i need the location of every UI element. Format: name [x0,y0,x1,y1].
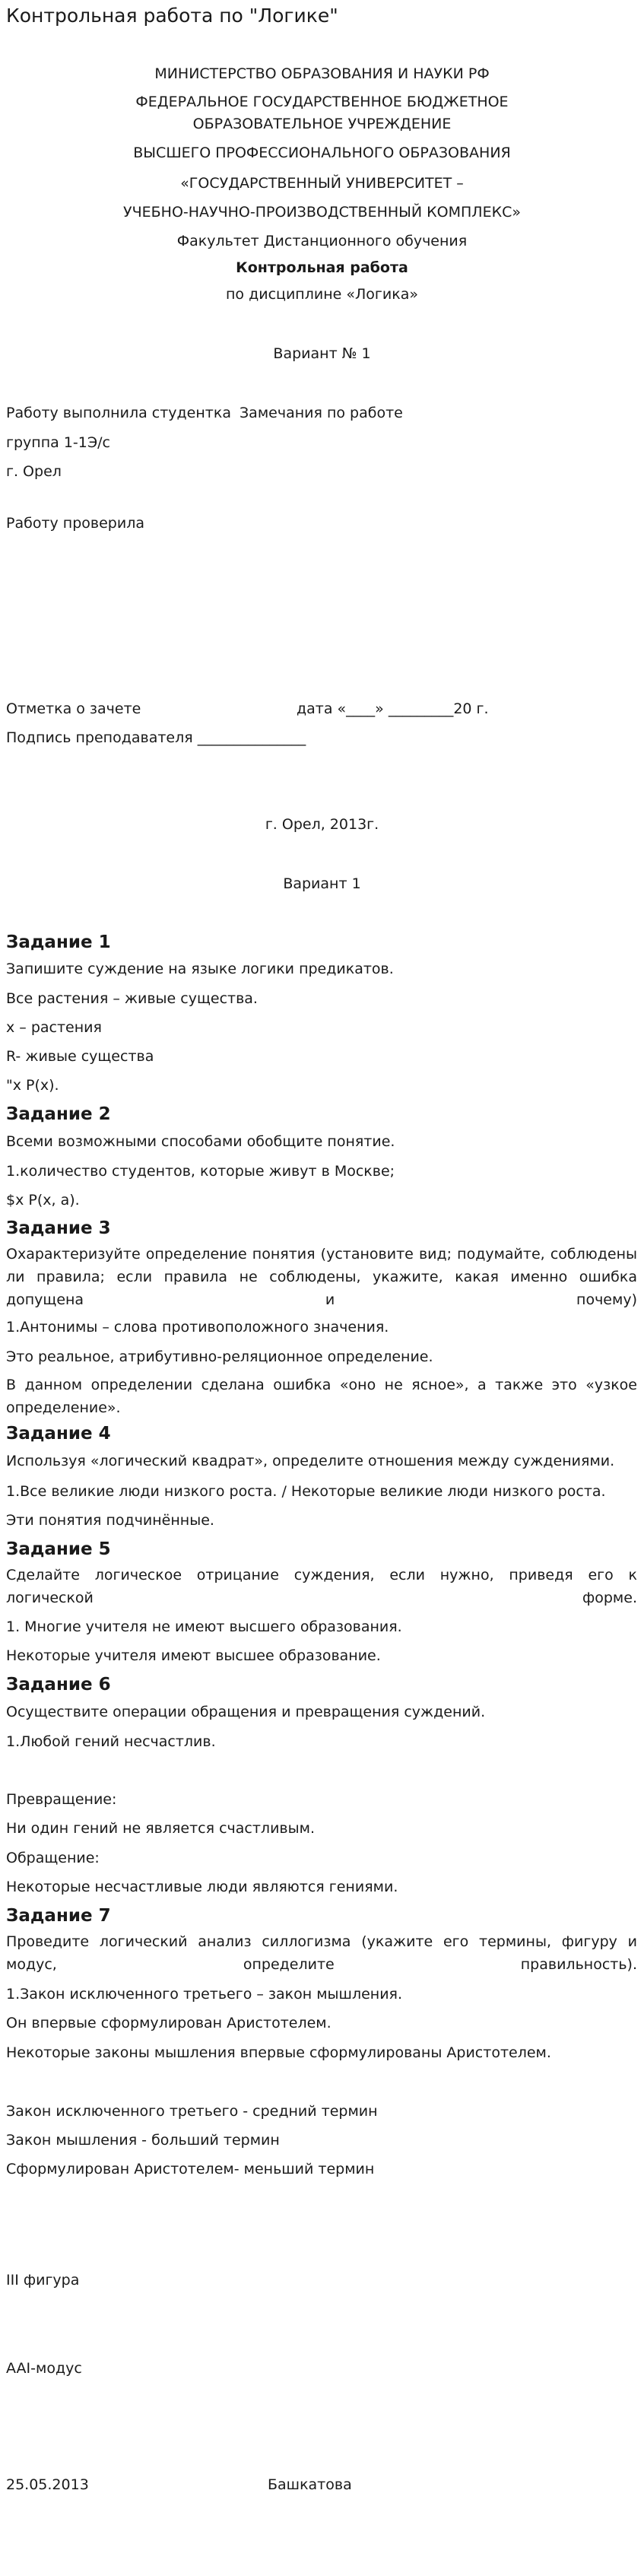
university-line-2: УЧЕБНО-НАУЧНО-ПРОИЗВОДСТВЕННЫЙ КОМПЛЕКС» [123,204,521,221]
footer-date: 25.05.2013 [6,2476,89,2493]
task-2-line: Всеми возможными способами обобщите понятие. [6,1133,395,1150]
city-label: г. Орел [6,463,62,480]
task-3-answer: В данном определении сделана ошибка «оно не ясное», а также это «узкое определение». [6,1377,637,1416]
task-6-line: Осуществите операции обращения и превращения суждений. [6,1704,486,1720]
task-6-line: 1.Любой гений несчастлив. [6,1733,216,1750]
task-2-line: $x P(x, a). [6,1192,80,1209]
task-1-line: x – растения [6,1019,102,1036]
task-4-line: Используя «логический квадрат», определите отношения между суждениями. [6,1453,615,1469]
footer-author: Башкатова [268,2476,352,2493]
task-7-line: Закон исключенного третьего - средний термин [6,2103,378,2120]
ministry-line: МИНИСТЕРСТВО ОБРАЗОВАНИЯ И НАУКИ РФ [154,65,490,82]
performed-by-label: Работу выполнила студентка [6,405,231,421]
task-5-prompt: Сделайте логическое отрицание суждения, если нужно, приведя его к логической форме. [6,1567,637,1606]
task-3-prompt: Охарактеризуйте определение понятия (установите вид; подумайте, соблюдены ли правила; если правила не соблюдены, укажите, какая именно ошибка допущена и почему) [6,1246,637,1308]
checked-by-label: Работу проверила [6,515,144,532]
task-1-line: R- живые существа [6,1048,154,1065]
task-3-title: Задание 3 [6,1218,111,1238]
task-1-line: "x P(x). [6,1077,59,1094]
task-7-line: III фигура [6,2272,80,2289]
task-3-line: Это реальное, атрибутивно-реляционное определение. [6,1348,433,1365]
task-6-line: Превращение: [6,1791,117,1808]
task-7-title: Задание 7 [6,1906,111,1926]
task-7-line: Сформулирован Аристотелем- меньший термин [6,2161,375,2177]
mark-label: Отметка о зачете [6,700,141,717]
task-7-prompt: Проведите логический анализ силлогизма (укажите его термины, фигуру и модус, определите правильность). [6,1933,637,1973]
university-line-1: «ГОСУДАРСТВЕННЫЙ УНИВЕРСИТЕТ – [180,175,464,192]
task-1-title: Задание 1 [6,932,111,952]
task-1-line: Запишите суждение на языке логики предикатов. [6,961,394,977]
task-5-title: Задание 5 [6,1539,111,1559]
task-7-line: Некоторые законы мышления впервые сформулированы Аристотелем. [6,2044,551,2061]
task-6-line: Обращение: [6,1850,100,1866]
federal-line-1: ФЕДЕРАЛЬНОЕ ГОСУДАРСТВЕННОЕ БЮДЖЕТНОЕ [135,94,509,110]
date-field: дата «____» _________20 г. [297,700,489,717]
higher-education-line: ВЫСШЕГО ПРОФЕССИОНАЛЬНОГО ОБРАЗОВАНИЯ [133,145,511,161]
work-title: Контрольная работа [236,259,408,276]
task-5-line: Некоторые учителя имеют высшее образование. [6,1647,381,1664]
task-7-line: AAI-модус [6,2360,82,2377]
teacher-signature-field: Подпись преподавателя _______________ [6,729,306,746]
task-6-line: Ни один гений не является счастливым. [6,1820,315,1837]
task-6-title: Задание 6 [6,1675,111,1695]
document-title: Контрольная работа по "Логике" [6,5,338,27]
task-6-line: Некоторые несчастливые люди являются гениями. [6,1879,398,1895]
remarks-label: Замечания по работе [240,405,403,421]
task-2-title: Задание 2 [6,1104,111,1124]
task-7-line: Он впервые сформулирован Аристотелем. [6,2015,332,2031]
task-4-title: Задание 4 [6,1424,111,1444]
task-7-line: 1.Закон исключенного третьего – закон мышления. [6,1986,403,2003]
task-7-line: Закон мышления - больший термин [6,2132,280,2149]
federal-line-2: ОБРАЗОВАТЕЛЬНОЕ УЧРЕЖДЕНИЕ [192,116,452,132]
discipline-line: по дисциплине «Логика» [226,286,418,303]
variant-number: Вариант № 1 [273,345,371,362]
variant-heading: Вариант 1 [283,875,361,892]
faculty-line: Факультет Дистанционного обучения [176,233,468,249]
task-1-line: Все растения – живые существа. [6,990,258,1007]
task-2-line: 1.количество студентов, которые живут в Москве; [6,1163,395,1180]
city-year: г. Орел, 2013г. [265,816,379,833]
task-5-line: 1. Многие учителя не имеют высшего образования. [6,1618,402,1635]
group-label: группа 1-1Э/с [6,434,110,451]
task-4-line: 1.Все великие люди низкого роста. / Некоторые великие люди низкого роста. [6,1483,606,1500]
task-4-line: Эти понятия подчинённые. [6,1512,214,1529]
task-3-line: 1.Антонимы – слова противоположного значения. [6,1319,389,1336]
